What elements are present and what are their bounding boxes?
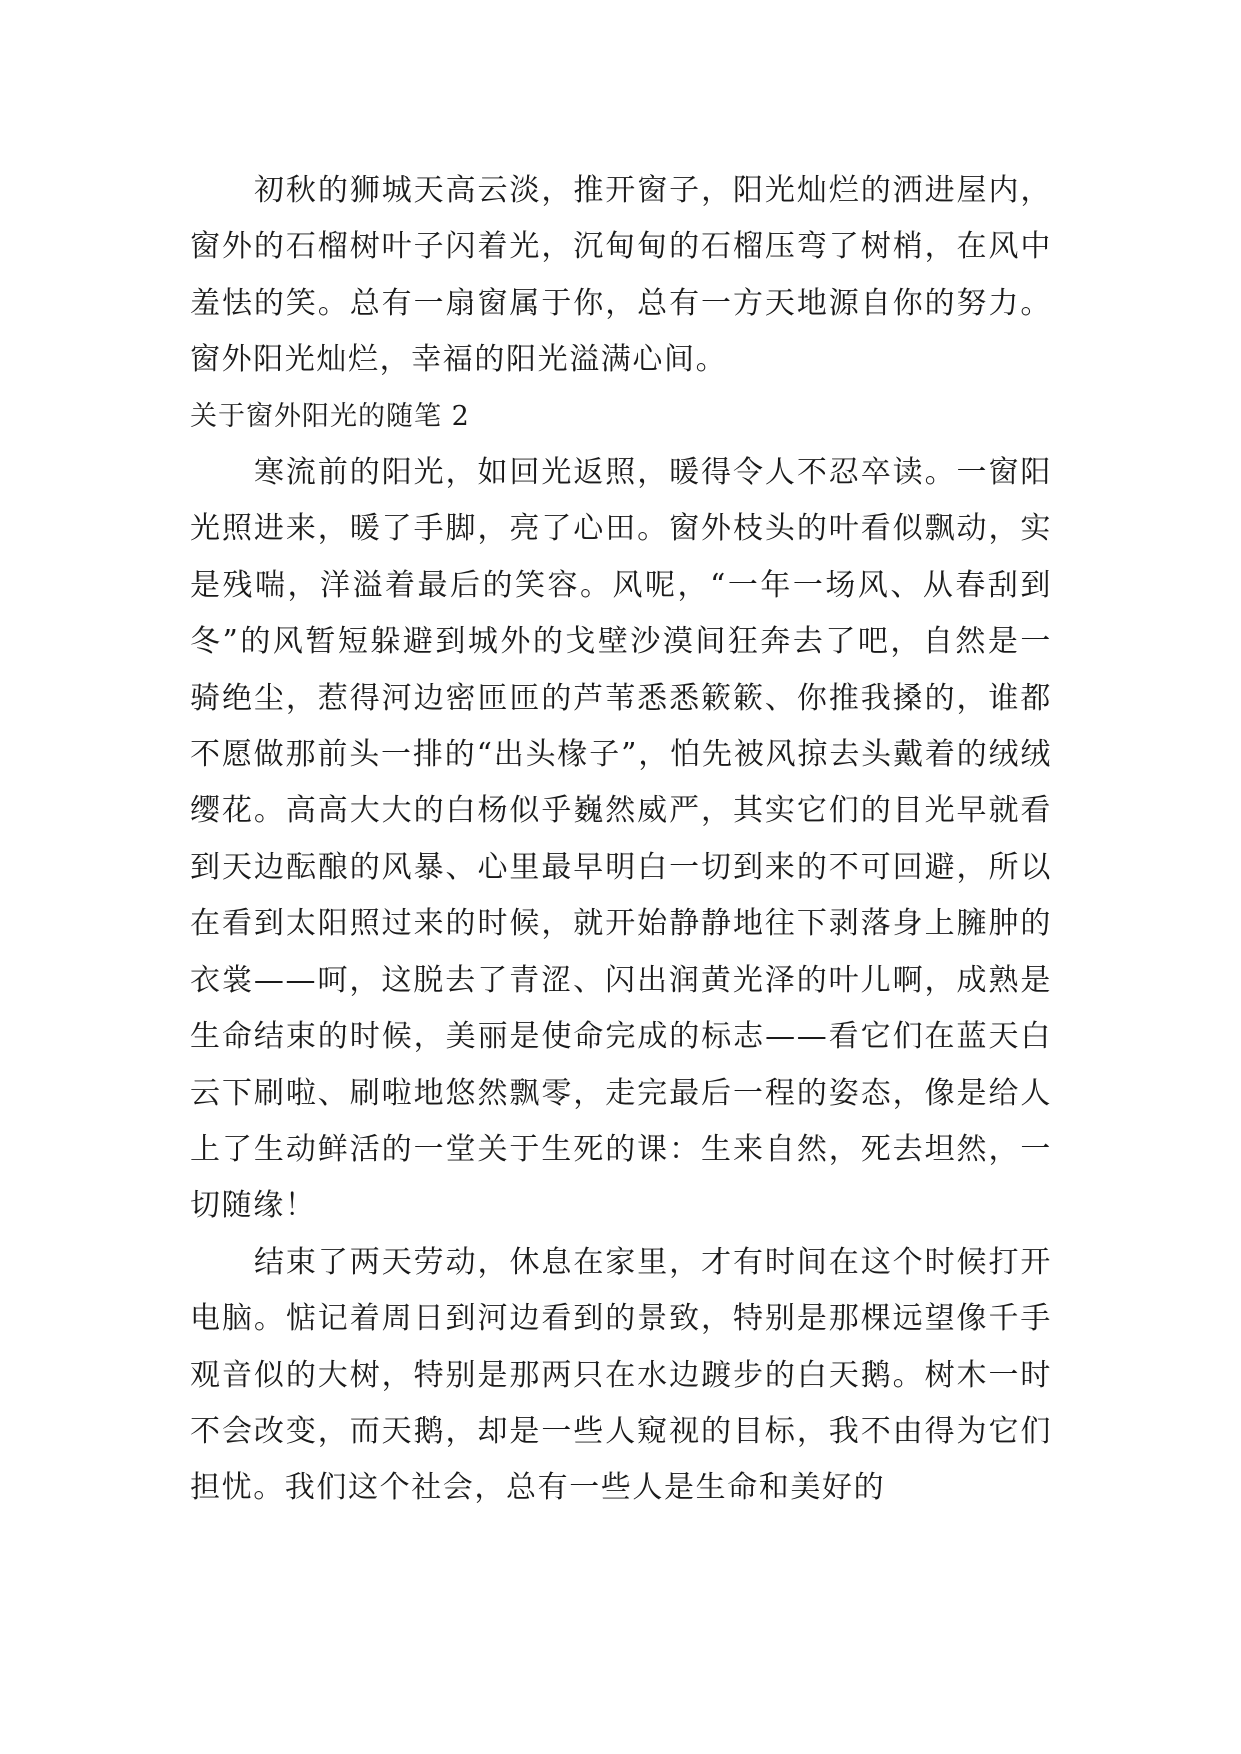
- document-page: [190, 163, 1052, 1517]
- section-title: 关于窗外阳光的随笔 2: [190, 400, 470, 432]
- paragraph-cold-wave-sunlight: 寒流前的阳光，如回光返照，暖得令人不忍卒读。一窗阳光照进来，暖了手脚，亮了心田。窗外枝头的叶看似飘动，实是残喘，洋溢着最后的笑容。风呢，“一年一场风、从春刮到冬”的风暂短躲避到城外的戈壁沙漠间狂奔去了吧，自然是一骑绝尘，惹得河边密匝匝的芦苇悉悉簌簌、你推我搡的，谁都不愿做那前头一排的“出头椽子”，怕先被风掠去头戴着的绒绒缨花。高高大大的白杨似乎巍然威严，其实它们的目光早就看到天边酝酿的风暴、心里最早明白一切到来的不可回避，所以在看到太阳照过来的时候，就开始静静地往下剥落身上臃肿的衣裳——呵，这脱去了青涩、闪出润黄光泽的叶儿啊，成熟是生命结束的时候，美丽是使命完成的标志——看它们在蓝天白云下刷啦、刷啦地悠然飘零，走完最后一程的姿态，像是给人上了生动鲜活的一堂关于生死的课：生来自然，死去坦然，一切随缘！: [190, 455, 1052, 1224]
- paragraph-autumn-sunlight: 初秋的狮城天高云淡，推开窗子，阳光灿烂的洒进屋内，窗外的石榴树叶子闪着光，沉甸甸的石榴压弯了树梢，在风中羞怯的笑。总有一扇窗属于你，总有一方天地源自你的努力。窗外阳光灿烂，幸福的阳光溢满心间。: [190, 173, 1052, 378]
- paragraph-swans-by-river: 结束了两天劳动，休息在家里，才有时间在这个时候打开电脑。惦记着周日到河边看到的景致，特别是那棵远望像千手观音似的大树，特别是那两只在水边踱步的白天鹅。树木一时不会改变，而天鹅，却是一些人窥视的目标，我不由得为它们担忧。我们这个社会，总有一些人是生命和美好的: [190, 1244, 1052, 1506]
